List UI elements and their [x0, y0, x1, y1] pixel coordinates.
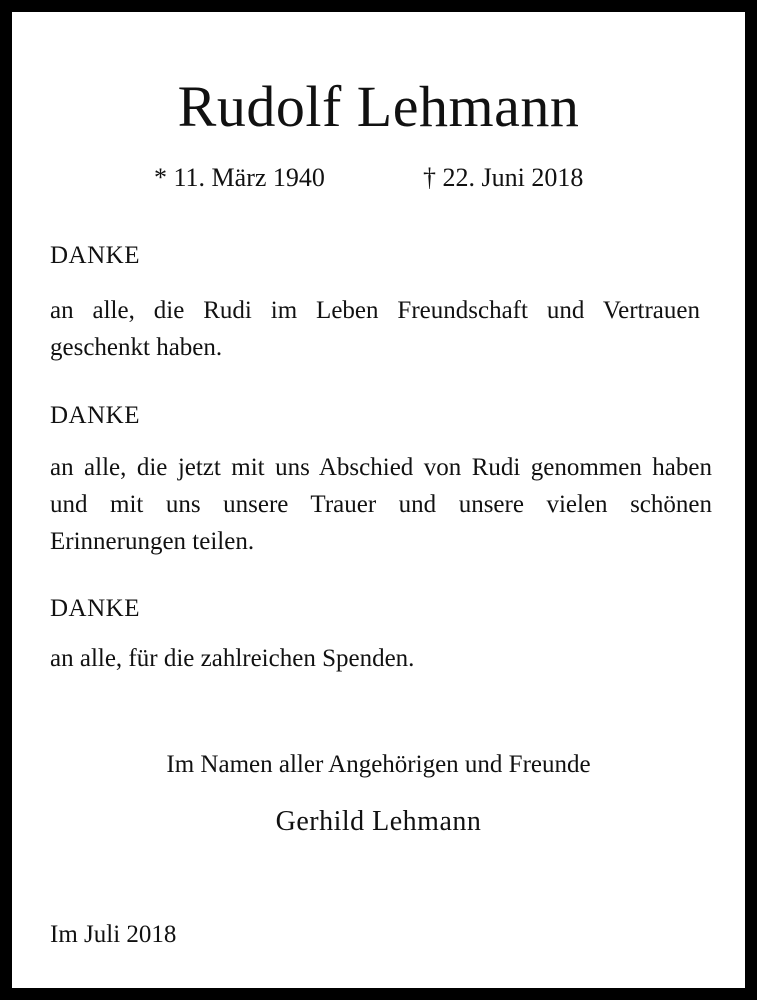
thanks-text-3: an alle, für die zahlreichen Spenden.	[50, 645, 415, 672]
birth-date: * 11. März 1940	[154, 163, 325, 192]
thanks-heading-1: DANKE	[50, 242, 140, 269]
date-line: Im Juli 2018	[50, 921, 177, 948]
closing-line: Im Namen aller Angehörigen und Freunde	[166, 751, 591, 778]
thanks-heading-3: DANKE	[50, 595, 140, 622]
signature: Gerhild Lehmann	[275, 806, 482, 837]
thanks-text-1: an alle, die Rudi im Leben Freundschaft und Vertrauen geschenkt haben.	[50, 297, 700, 361]
death-date: † 22. Juni 2018	[423, 163, 584, 192]
deceased-name: Rudolf Lehmann	[177, 74, 580, 139]
thanks-heading-2: DANKE	[50, 402, 140, 429]
thanks-text-2: an alle, die jetzt mit uns Abschied von Rudi genommen haben und mit uns unsere Trauer und unsere vielen schönen Erinnerungen teilen.	[50, 454, 712, 555]
